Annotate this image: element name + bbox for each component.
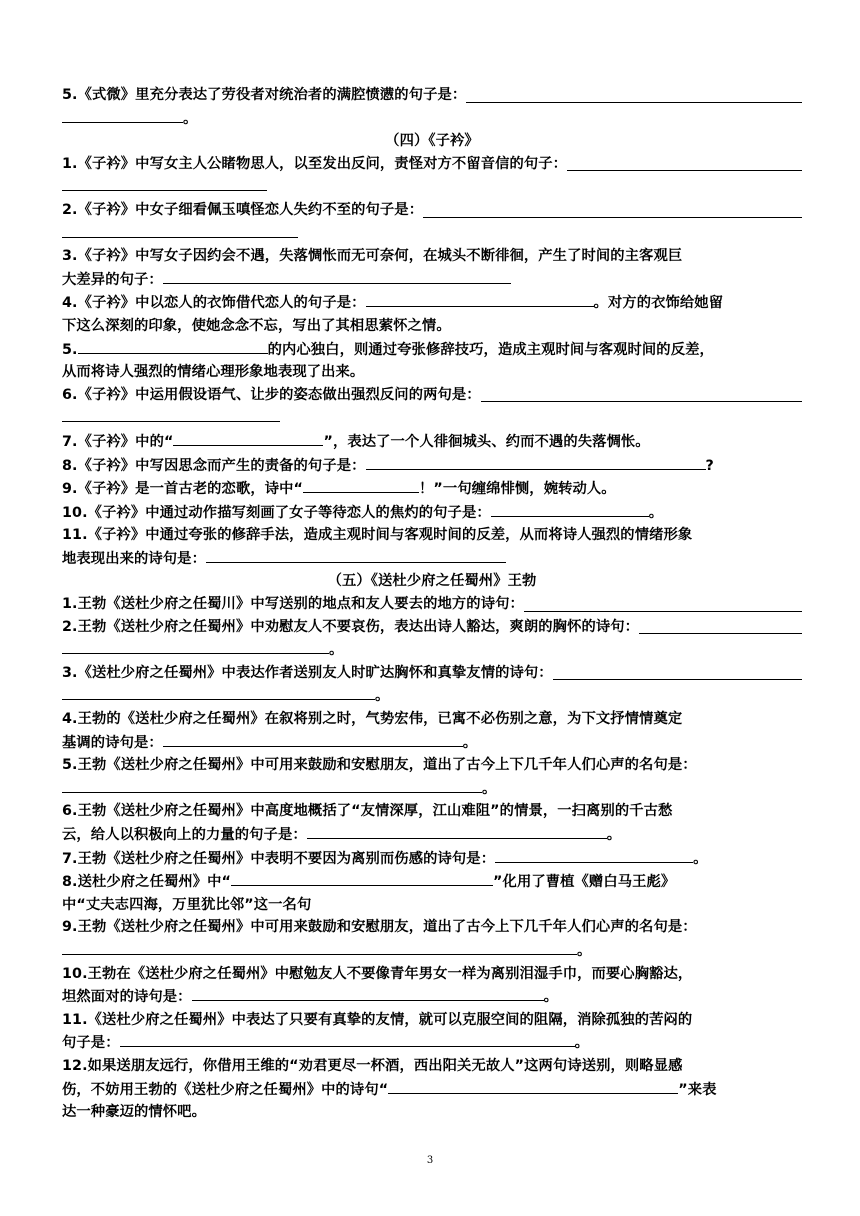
question-line (62, 593, 802, 616)
question-line (62, 153, 802, 176)
answer-blank[interactable] (524, 596, 802, 612)
line-text: 5.《式微》里充分表达了劳役者对统治者的满腔愤懑的句子是： (62, 87, 467, 103)
line-text: 7.《子衿》中的“ (62, 433, 174, 450)
line-text: 7.王勃《送杜少府之任蜀州》中表明不要因为离别而伤感的诗句是： (62, 850, 496, 867)
line-text: 大差异的句子： (62, 271, 163, 288)
line-text: 。 (462, 734, 478, 751)
line-text: 11.《送杜少府之任蜀州》中表达了只要有真挚的友情，就可以克服空间的阻隔，消除孤独的苦闷的 (62, 1011, 693, 1028)
line-text: 1.《子衿》中写女主人公睹物思人，以至发出反问，责怪对方不留音信的句子： (62, 155, 568, 172)
question-line (62, 384, 802, 407)
answer-blank[interactable] (423, 202, 802, 218)
line-text: 8.《子衿》中写因思念而产生的责备的句子是： (62, 457, 366, 474)
question-line (62, 1055, 802, 1078)
answer-blank[interactable] (303, 477, 419, 493)
answer-blank[interactable] (62, 222, 298, 238)
line-text: 3.《子衿》中写女子因约会不遇，失落惆怅而无可奈何，在城头不断徘徊，产生了时间的主客观巨 (62, 248, 683, 265)
line-text: 的内心独白，则通过夸张修辞技巧，造成主观时间与客观时间的反差， (267, 341, 714, 358)
line-text: 。 (482, 780, 497, 797)
line-text: 3.《送杜少府之任蜀州》中表达作者送别友人时旷达胸怀和真挚友情的诗句： (62, 664, 553, 681)
question-line (62, 84, 802, 107)
question-line (62, 777, 802, 801)
answer-blank[interactable] (78, 338, 268, 354)
question-line (62, 406, 802, 430)
section-heading (62, 570, 802, 593)
line-text: 地表现出来的诗句是： (62, 550, 206, 567)
question-line (62, 430, 802, 454)
question-line (62, 477, 802, 501)
answer-blank[interactable] (366, 291, 594, 307)
line-text: 1.王勃《送杜少府之任蜀川》中写送别的地点和友人要去的地方的诗句： (62, 596, 524, 613)
answer-blank[interactable] (62, 175, 267, 191)
question-line (62, 175, 802, 199)
line-text: 5.王勃《送杜少府之任蜀州》中可用来鼓励和安慰朋友，道出了古今上下几千年人们心声的名句是： (62, 757, 697, 774)
question-line (62, 939, 802, 963)
line-text: ”化用了曹植《赠白马王彪》 (493, 874, 676, 891)
answer-blank[interactable] (62, 638, 329, 654)
line-text: 6.《子衿》中运用假设语气、让步的姿态做出强烈反问的两句是： (62, 386, 481, 403)
answer-blank[interactable] (120, 1031, 575, 1047)
question-line (62, 731, 802, 755)
line-text: （四）《子衿》 (385, 133, 479, 150)
question-line (62, 454, 802, 478)
answer-blank[interactable] (553, 664, 802, 680)
question-line (62, 222, 802, 246)
line-text: 9.王勃《送杜少府之任蜀州》中可用来鼓励和安慰朋友，道出了古今上下几千年人们心声的名句是： (62, 919, 697, 936)
question-line (62, 268, 802, 292)
question-line (62, 291, 802, 315)
question-line (62, 708, 802, 731)
line-text: 。 (543, 989, 558, 1006)
line-text: 9.《子衿》是一首古老的恋歌，诗中“ (62, 481, 304, 498)
question-line (62, 315, 802, 338)
question-line (62, 199, 802, 222)
line-text: 5. (62, 341, 78, 358)
answer-blank[interactable] (206, 547, 506, 563)
line-text: 2.王勃《送杜少府之任蜀州》中劝慰友人不要哀伤，表达出诗人豁达，爽朗的胸怀的诗句： (62, 618, 640, 635)
line-text: 。对方的衣饰给她留 (593, 295, 724, 312)
line-text: 10.王勃在《送杜少府之任蜀州》中慰勉友人不要像青年男女一样为离别泪湿手巾，而要心胸豁达， (62, 965, 693, 982)
page-number: 3 (426, 1155, 434, 1166)
question-line (62, 1031, 802, 1055)
question-line (62, 985, 802, 1009)
answer-blank[interactable] (163, 268, 511, 284)
question-line (62, 547, 802, 571)
line-text: 。 (606, 827, 622, 843)
line-text: 。 (329, 642, 344, 659)
line-text: 云，给人以积极向上的力量的句子是： (62, 827, 307, 843)
line-text: 。 (648, 504, 664, 521)
line-text: ”，表达了一个人徘徊城头、约而不遇的失落惆怅。 (323, 433, 650, 450)
line-text: 句子是： (62, 1035, 120, 1052)
line-text: 2.《子衿》中女子细看佩玉嗔怪恋人失约不至的句子是： (62, 201, 424, 218)
question-line (62, 800, 802, 823)
line-text: 4.王勃的《送杜少府之任蜀州》在叙将别之时，气势宏伟，已寓不必伤别之意，为下文抒情情奠定 (62, 711, 683, 728)
question-line (62, 638, 802, 662)
section-heading (62, 130, 802, 153)
answer-blank[interactable] (567, 155, 802, 171)
answer-blank[interactable] (481, 386, 802, 402)
line-text: 8.送杜少府之任蜀州》中“ (62, 874, 232, 891)
answer-blank[interactable] (307, 823, 607, 839)
answer-blank[interactable] (62, 939, 577, 955)
question-line (62, 916, 802, 939)
line-text: 基调的诗句是： (62, 734, 163, 751)
question-line (62, 963, 802, 986)
answer-blank[interactable] (62, 107, 183, 123)
line-text: （五）《送杜少府之任蜀州》王勃 (327, 573, 537, 590)
answer-blank[interactable] (192, 985, 544, 1001)
question-line (62, 107, 802, 131)
question-line (62, 684, 802, 708)
question-line (62, 245, 802, 268)
line-text: ！”一句缠绵悱恻，婉转动人。 (419, 481, 616, 498)
answer-blank[interactable] (639, 618, 802, 634)
question-line (62, 1078, 802, 1102)
line-text: 坦然面对的诗句是： (62, 989, 192, 1006)
question-line (62, 870, 802, 894)
question-line (62, 524, 802, 547)
line-text: ? (705, 457, 714, 474)
question-line (62, 616, 802, 639)
answer-blank[interactable] (388, 1078, 678, 1094)
line-text: 。 (375, 688, 390, 705)
line-text: 10.《子衿》中通过动作描写刻画了女子等待恋人的焦灼的句子是： (62, 504, 491, 521)
answer-blank[interactable] (163, 731, 463, 747)
line-text: 。 (183, 110, 198, 127)
answer-blank[interactable] (62, 684, 375, 700)
line-text: 6.王勃《送杜少府之任蜀州》中高度地概括了“友情深厚，江山难阻”的情景，一扫离别的千古愁 (62, 803, 673, 820)
line-text: 。 (693, 850, 708, 867)
answer-blank[interactable] (366, 454, 706, 470)
answer-blank[interactable] (62, 406, 280, 422)
question-line (62, 662, 802, 685)
question-line (62, 754, 802, 777)
line-text: 从而将诗人强烈的情绪心理形象地表现了出来。 (62, 364, 365, 381)
answer-blank[interactable] (231, 870, 493, 886)
line-text: 达一种豪迈的情怀吧。 (62, 1104, 206, 1121)
answer-blank[interactable] (173, 430, 323, 446)
line-text: 下这么深刻的印象，使她念念不忘，写出了其相思萦怀之情。 (62, 317, 451, 334)
line-text: 4.《子衿》中以恋人的衣饰借代恋人的句子是： (62, 295, 366, 312)
question-line (62, 1009, 802, 1032)
line-text: 中“丈夫志四海，万里犹比邻”这一名句 (62, 896, 312, 913)
line-text: 12.如果送朋友远行，你借用王维的“劝君更尽一杯酒，西出阳关无故人”这两句诗送别，则略显感 (62, 1057, 683, 1074)
answer-blank[interactable] (495, 847, 693, 863)
question-line (62, 847, 802, 871)
line-text: 。 (574, 1035, 589, 1052)
answer-blank[interactable] (466, 87, 802, 103)
question-line (62, 361, 802, 384)
line-text: 伤，不妨用王勃的《送杜少府之任蜀州》中的诗句“ (62, 1081, 389, 1098)
line-text: 11.《子衿》中通过夸张的修辞手法，造成主观时间与客观时间的反差，从而将诗人强烈的情绪形象 (62, 527, 693, 544)
line-text: 。 (577, 942, 592, 959)
answer-blank[interactable] (491, 501, 649, 517)
question-line (62, 823, 802, 847)
question-line (62, 894, 802, 917)
question-line (62, 1101, 802, 1124)
question-line (62, 338, 802, 362)
line-text: ”来表 (678, 1081, 717, 1098)
question-line (62, 501, 802, 525)
answer-blank[interactable] (62, 777, 482, 793)
worksheet-body (62, 84, 802, 1124)
